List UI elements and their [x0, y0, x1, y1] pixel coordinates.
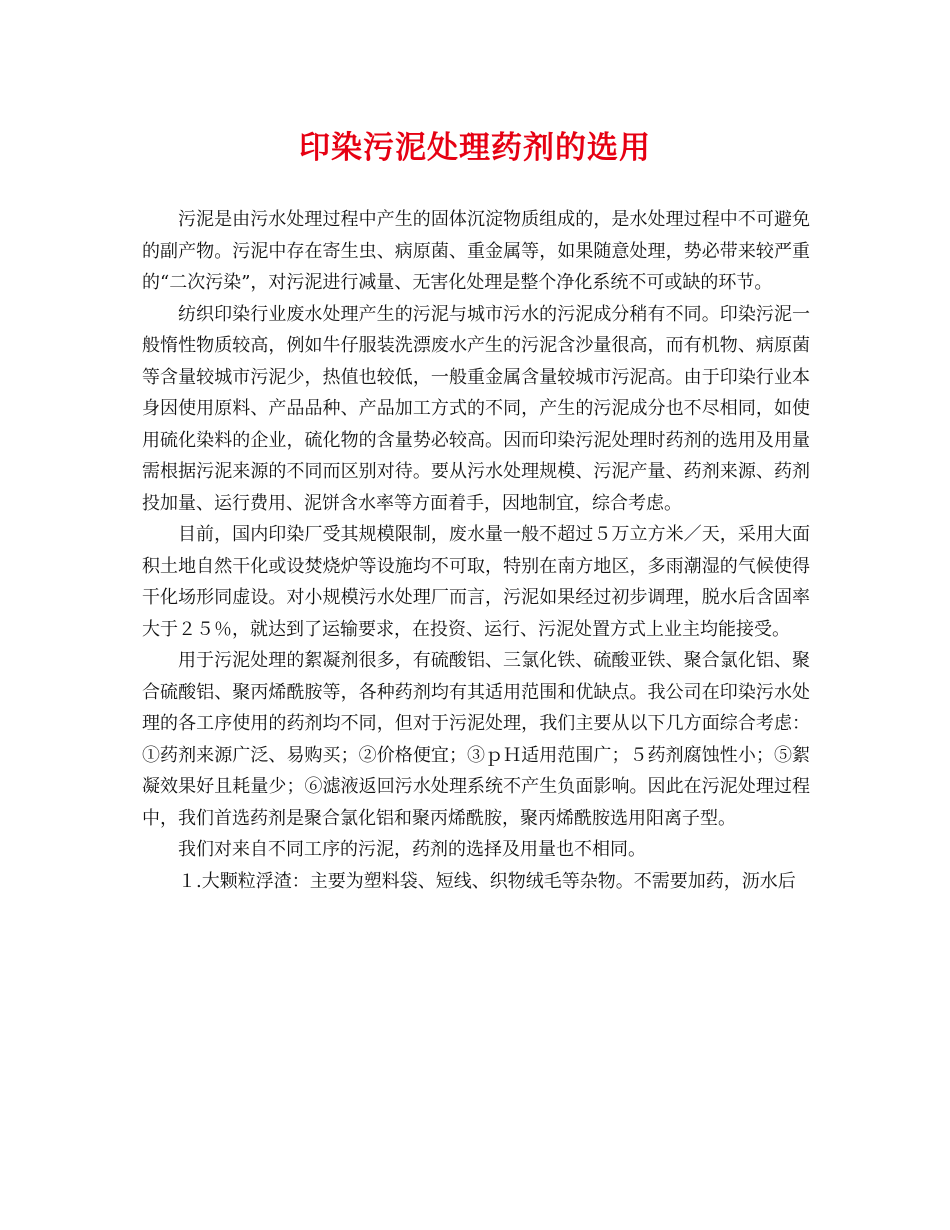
paragraph-6: １.大颗粒浮渣：主要为塑料袋、短线、织物绒毛等杂物。不需要加药，沥水后: [178, 870, 796, 892]
paragraph-2: 纺织印染行业废水处理产生的污泥与城市污水的污泥成分稍有不同。印染污泥一般惰性物质较高，例如牛仔服装洗漂废水产生的污泥含沙量很高，而有机物、病原菌等含量较城市污泥少，热值也较低，一般重金属含量较城市污泥高。由于印染行业本身因使用原料、产品品种、产品加工方式的不同，产生的污泥成分也不尽相同，如使用硫化染料的企业，硫化物的含量势必较高。因而印染污泥处理时药剂的选用及用量需根据污泥来源的不同而区别对待。要从污水处理规模、污泥产量、药剂来源、药剂投加量、运行费用、泥饼含水率等方面着手，因地制宜，综合考虑。: [142, 303, 810, 514]
paragraph-4: 用于污泥处理的絮凝剂很多，有硫酸铝、三氯化铁、硫酸亚铁、聚合氯化铝、聚合硫酸铝、聚丙烯酰胺等，各种药剂均有其适用范围和优缺点。我公司在印染污水处理的各工序使用的药剂均不同，但对于污泥处理，我们主要从以下几方面综合考虑：①药剂来源广泛、易购买；②价格便宜；③ｐＨ适用范围广；５药剂腐蚀性小；⑤絮凝效果好且耗量少；⑥滤液返回污水处理系统不产生负面影响。因此在污泥处理过程中，我们首选药剂是聚合氯化铝和聚丙烯酰胺，聚丙烯酰胺选用阳离子型。: [142, 650, 810, 829]
paragraph-3: 目前，国内印染厂受其规模限制，废水量一般不超过５万立方米／天，采用大面积土地自然干化或设焚烧炉等设施均不可取，特别在南方地区，多雨潮湿的气候使得干化场形同虚设。对小规模污水处理厂而言，污泥如果经过初步调理，脱水后含固率大于２５％，就达到了运输要求，在投资、运行、污泥处置方式上业主均能接受。: [142, 524, 810, 640]
paragraph-5: 我们对来自不同工序的污泥，药剂的选择及用量也不相同。: [178, 839, 646, 860]
document-body: [142, 204, 810, 897]
paragraph-1: 污泥是由污水处理过程中产生的固体沉淀物质组成的，是水处理过程中不可避免的副产物。污泥中存在寄生虫、病原菌、重金属等，如果随意处理，势必带来较严重的“二次污染”，对污泥进行减量、无害化处理是整个净化系统不可或缺的环节。: [142, 209, 810, 293]
document-title: 印染污泥处理药剂的选用: [299, 130, 651, 166]
